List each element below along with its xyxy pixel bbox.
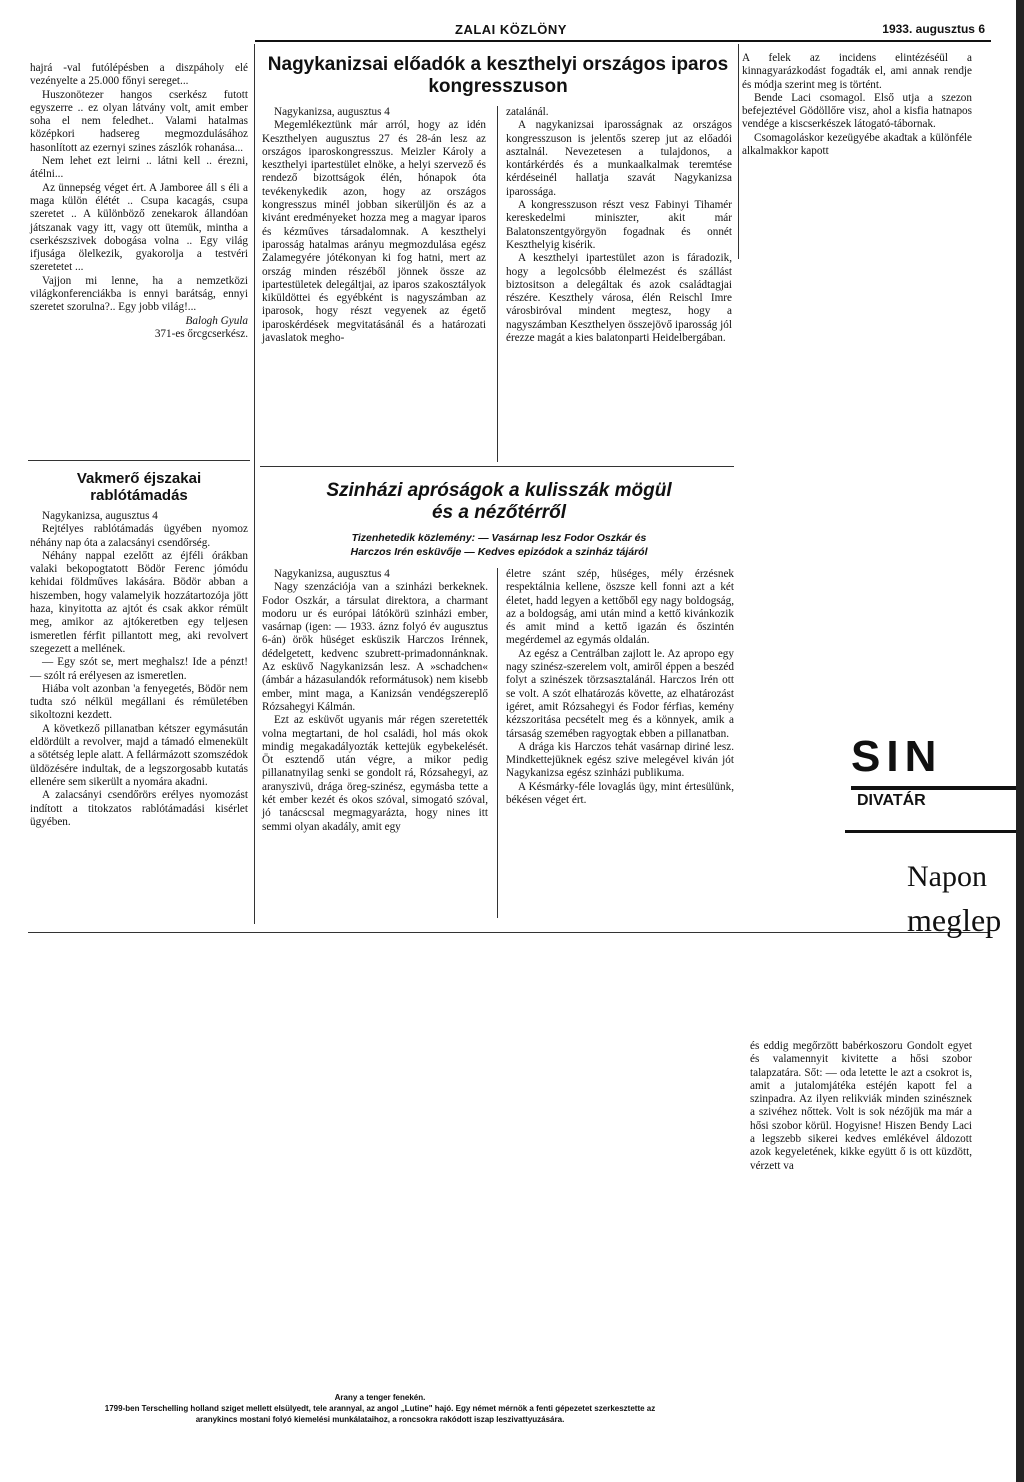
- column-4-top: [742, 52, 972, 158]
- column-rule: [254, 44, 255, 924]
- page-edge: [1016, 0, 1024, 1482]
- paragraph: Huszonötezer hangos cserkész futott egyszerre .. ez olyan látvány volt, amit ember soha el nem feledhet.. Valami hatalmas középkori hadsereg megmozdulásához hasonlított az ezernyi szines zászlók rohanása...: [30, 88, 248, 154]
- paragraph: Az ünnepség véget ért. A Jamboree áll s éli a maga külön élétét .. Csupa kacagás, csupa szeretet .. A különböző zenekarok állandóan játszanak vagy itt, vagy ott ütemük, mintha a cserkészszivek dobogása volna .. Egy világ ifjusága ölelkezik, gyakorolja a testvéri szeretetet ...: [30, 181, 248, 274]
- paragraph: A felek az incidens elintézéséül a kinnagyarázkodást fogadták el, ami annak rendje és módja szerint meg is történt.: [742, 52, 972, 91]
- story-rablotamadas-title: Vakmerő éjszakai rablótámadás: [76, 470, 202, 504]
- paragraph: Nagy szenzációja van a szinházi berkeknek. Fodor Oszkár, a társulat direktora, a charmant modoru ur és európai látókörü szinházi ember, vasárnap (igen: — 1933. áznz folyó év augusztus 6-án) örök hüséget esküszik Harczos Irénnek, dédelgetett, kedvenc szubrett-primadonnánknak. Az esküvő Nagykanizsán lesz. A »schadchen« (ámbár a házasulandók reformátusok) nem kisebb ember, mint maga, a Kanizsán vendégszereplő Rózsahegyi Kálmán.: [262, 581, 488, 713]
- paragraph: Nagykanizsa, augusztus 4: [42, 510, 158, 522]
- paragraph: A drága kis Harczos tehát vasárnap diriné lesz. Mindkettejüknek egész szive melegével kiván jót Nagykanizsa egész szinházi publikuma.: [506, 740, 734, 780]
- paragraph: Vajjon mi lenne, ha a nemzetközi világkonferenciákba is ennyi barátság, ennyi szeretet szorulna?.. Egy jobb világ!...: [30, 274, 248, 314]
- paragraph: Megemlékeztünk már arról, hogy az idén Keszthelyen augusztus 27 és 28-án lesz az országos iparoskongresszus. Meizler Károly a keszthelyi ipartestület elnöke, a helyi szervező és rendező bizottságok élén, hónapok óta tevékenykedik azon, hogy az országos kongresszus minél jobban sikerüljön és az a kivánt eredményeket hozza meg a magyar iparos és kézműves társadalomnak. A keszthelyi iparosság hatalmas arányu megmozdulása egész Zalamegyére jótékonyan ki fog hatni, mert az ország minden részéből jönnek össze az ipartestületek delegáltjai, az iparos szakosztályok kiküldöttei és egyébként is nagyszámban az iparosok, hogy részt vegyenek az égető iparoskérdések megvitatásánál és a határozati javaslatok megho-: [262, 119, 486, 345]
- issue-date: 1933. augusztus 6: [882, 22, 985, 36]
- column-1-top: [30, 62, 248, 341]
- story-szinhazi-title-2: és a nézőtérről: [431, 502, 567, 523]
- paragraph: A zalacsányi csendőrörs erélyes nyomozást indított a titokzatos rablótámadási kisérlet ügyében.: [30, 789, 248, 828]
- column-rule: [497, 106, 498, 462]
- divider: [28, 460, 250, 461]
- paragraph: A keszthelyi ipartestület azon is fáradozik, hogy a legolcsóbb élelmezést és szállást biztositson a delegáltak és azok családtagjai részére. Keszthely városa, élén Reischl Imre városbiróval mindent megtesz, hogy a nagyszámban Keszthelyen összejövő iparosság jól érezze magát a kies balatonparti Heidelbergában.: [506, 252, 732, 345]
- story-szinhazi-subtitle-1: Tizenhetedik közlemény: — Vasárnap lesz Fodor Oszkár és: [351, 532, 647, 544]
- paragraph: zatalánál.: [506, 106, 549, 118]
- paragraph: Csomagoláskor kezeügyébe akadtak a különféle alkalmakkor kapott: [742, 131, 972, 158]
- author-signature: Balogh Gyula: [185, 314, 248, 327]
- paragraph: Bende Laci csomagol. Első utja a szezon befejeztével Gödöllőre visz, ahol a kisfia hatnapos vendége a kiscserkészek látogató-tábornak.: [742, 91, 972, 131]
- paragraph: életre szánt szép, hüséges, mély érzésnek respektálnia kellene, öszsze kell fonni azt a két életet, hadd legyen a kettőből egy nagy boldogság, az a boldogság, ami után mind a kettő kivánkozik és amit mind a kettő igazán és őszintén megérdemel az egymás oldalán.: [506, 568, 734, 647]
- paragraph: Nagykanizsa, augusztus 4: [274, 568, 390, 580]
- story-szinhazi-col-b: [506, 568, 734, 807]
- column-4-bottom: [750, 1040, 972, 1173]
- ad-rule: [845, 830, 1024, 833]
- story-szinhazi-title: Szinházi apróságok a kulisszák mögül: [326, 480, 672, 501]
- divider: [260, 466, 734, 467]
- column-rule: [497, 568, 498, 918]
- paragraph: A Késmárky-féle lovaglás ügy, mint értesülünk, békésen véget ért.: [506, 780, 734, 807]
- paragraph: A nagykanizsai iparosságnak az országos kongresszuson is jelentős szerep jut az előadói asztalnál. Nevezetesen a tulajdonos, a kontárkérdés és a munkaalkalmak teremtése kérdéseinél hallatja szavát Nagykanizsa iparossága.: [506, 119, 732, 198]
- paragraph: és eddig megőrzött babérkoszoru Gondolt egyet és valamennyit kivitette a hősi szobor talapzatára. Sőt: — oda letette le azt a csokrot is, amit a jutalomjátéka estéjén kapott fel a szinpadra. Az ilyen relikviák minden szinésznek a szivéhez nőttek. Volt is sok nézőjük ma már a hősi szobor körül. Hogyisne! Hiszen Bendy Laci a legszebb sikerei kedves emlékével áldozott azok kegyeletének, kikke együtt ő is ott küzdött, vérzett va: [750, 1040, 972, 1172]
- ad-headline: SIN: [851, 732, 943, 781]
- ad-band: [851, 786, 1024, 790]
- ad-text-2: meglep: [907, 902, 1002, 938]
- caption-text: 1799-ben Terschelling holland sziget mellett elsülyedt, tele arannyal, az angol „Lutine" hajó. Egy német mérnök a fenti gépezetet szerkesztette az aranykincs mostani folyó kiemelési munkálataihoz, a roncsokra rakódott iszap leszivattyuzására.: [104, 1404, 656, 1424]
- paragraph: Nagykanizsa, augusztus 4: [274, 106, 390, 118]
- column-rule: [738, 44, 739, 259]
- story-kongresszus-col-b: [506, 106, 732, 345]
- paragraph: Rejtélyes rablótámadás ügyében nyomoz néhány nap óta a zalacsányi csendőrség.: [30, 523, 248, 549]
- illustration-caption: [90, 1392, 670, 1425]
- paragraph: A következő pillanatban kétszer egymásután eldördült a revolver, majd a támadó elmenekült a sötétség leple alatt. A fellármázott szomszédok üldözésére indultak, de a legszorgosabb kutatás ellenére sem sikerült a nyomára akadni.: [30, 722, 248, 788]
- paragraph: Néhány nappal ezelőtt az éjféli órákban valaki bekopogtatott Bödör Ferenc jómódu kehidai földműves lakására. Bödör abban a hiszemben, hogy valamelyik hozzátartozója jött haza, kinyitotta az ajtót és csak akkor rémült meg, amikor az ajtókeretben egy teljesen ismeretlen férfit pillantott meg, aki revolvert szegezett a mellének.: [30, 549, 248, 655]
- story-szinhazi-col-a: [262, 568, 488, 834]
- paragraph: Ezt az esküvőt ugyanis már régen szeretették volna megtartani, de hol családi, hol más okok mindig megakadályozták kettejük egybekelését. Öt esztendő után végre, a mikor pedig pillanatnyilag senki se gondolt rá, Rózsahegyi, az aranyszivü, drága öreg-szinész, egymásba tette a két ember kezét és okos szóval, simogató szóval, jó tanácscsal megmagyarázta, hogy nines itt semmi olyan akadály, amit egy: [262, 714, 488, 833]
- caption-title: Arany a tenger fenekén.: [334, 1393, 426, 1402]
- ad-subtitle: DIVATÁR: [857, 792, 926, 809]
- advertisement: [845, 680, 1024, 1005]
- paragraph: Nem lehet ezt leirni .. látni kell .. érezni, átélni...: [30, 155, 248, 181]
- ad-text-1: Napon: [907, 860, 987, 893]
- newspaper-title: ZALAI KÖZLÖNY: [455, 22, 567, 37]
- paragraph: A kongresszuson részt vesz Fabinyi Tihamér kereskedelmi miniszter, akit már Balatonszentgyörgyön fogadnak és onnét Keszthelyig kisérik.: [506, 199, 732, 251]
- story-kongresszus-title: Nagykanizsai előadók a keszthelyi országos iparos kongresszuson: [267, 54, 729, 97]
- author-rank: 371-es őrcgcserkész.: [154, 327, 248, 340]
- story-kongresszus-col-a: [262, 106, 486, 345]
- paragraph: — Egy szót se, mert meghalsz! Ide a pénzt! — szólt rá erélyesen az ismeretlen.: [30, 656, 248, 682]
- paragraph: Hiába volt azonban 'a fenyegetés, Bödör nem tudta szó nélkül megállani és rémületében sikoltozni kezdett.: [30, 682, 248, 722]
- story-szinhazi-subtitle-2: Harczos Irén esküvője — Kedves epizódok a szinház tájáról: [350, 546, 648, 558]
- paragraph: hajrá -val futólépésben a diszpáholy elé vezényelte a 25.000 főnyi sereget...: [30, 62, 248, 88]
- page-header: [255, 22, 991, 42]
- paragraph: Az egész a Centrálban zajlott le. Az apropo egy nagy szinész-szerelem volt, amiről éppen a beszéd folyt a szinészek törzsasztalánál. Harczos Irén ott se volt. A szót elhatározás követte, az elhatározást igéret, amit Rózsahegyi és Fodor férfias, kemény kézszoritása pecsételt meg és a könnyek, amik a társaság szemében ragyogtak ebben a pillanatban.: [506, 647, 734, 740]
- divider: [28, 932, 988, 933]
- story-rablotamadas-body: [30, 510, 248, 829]
